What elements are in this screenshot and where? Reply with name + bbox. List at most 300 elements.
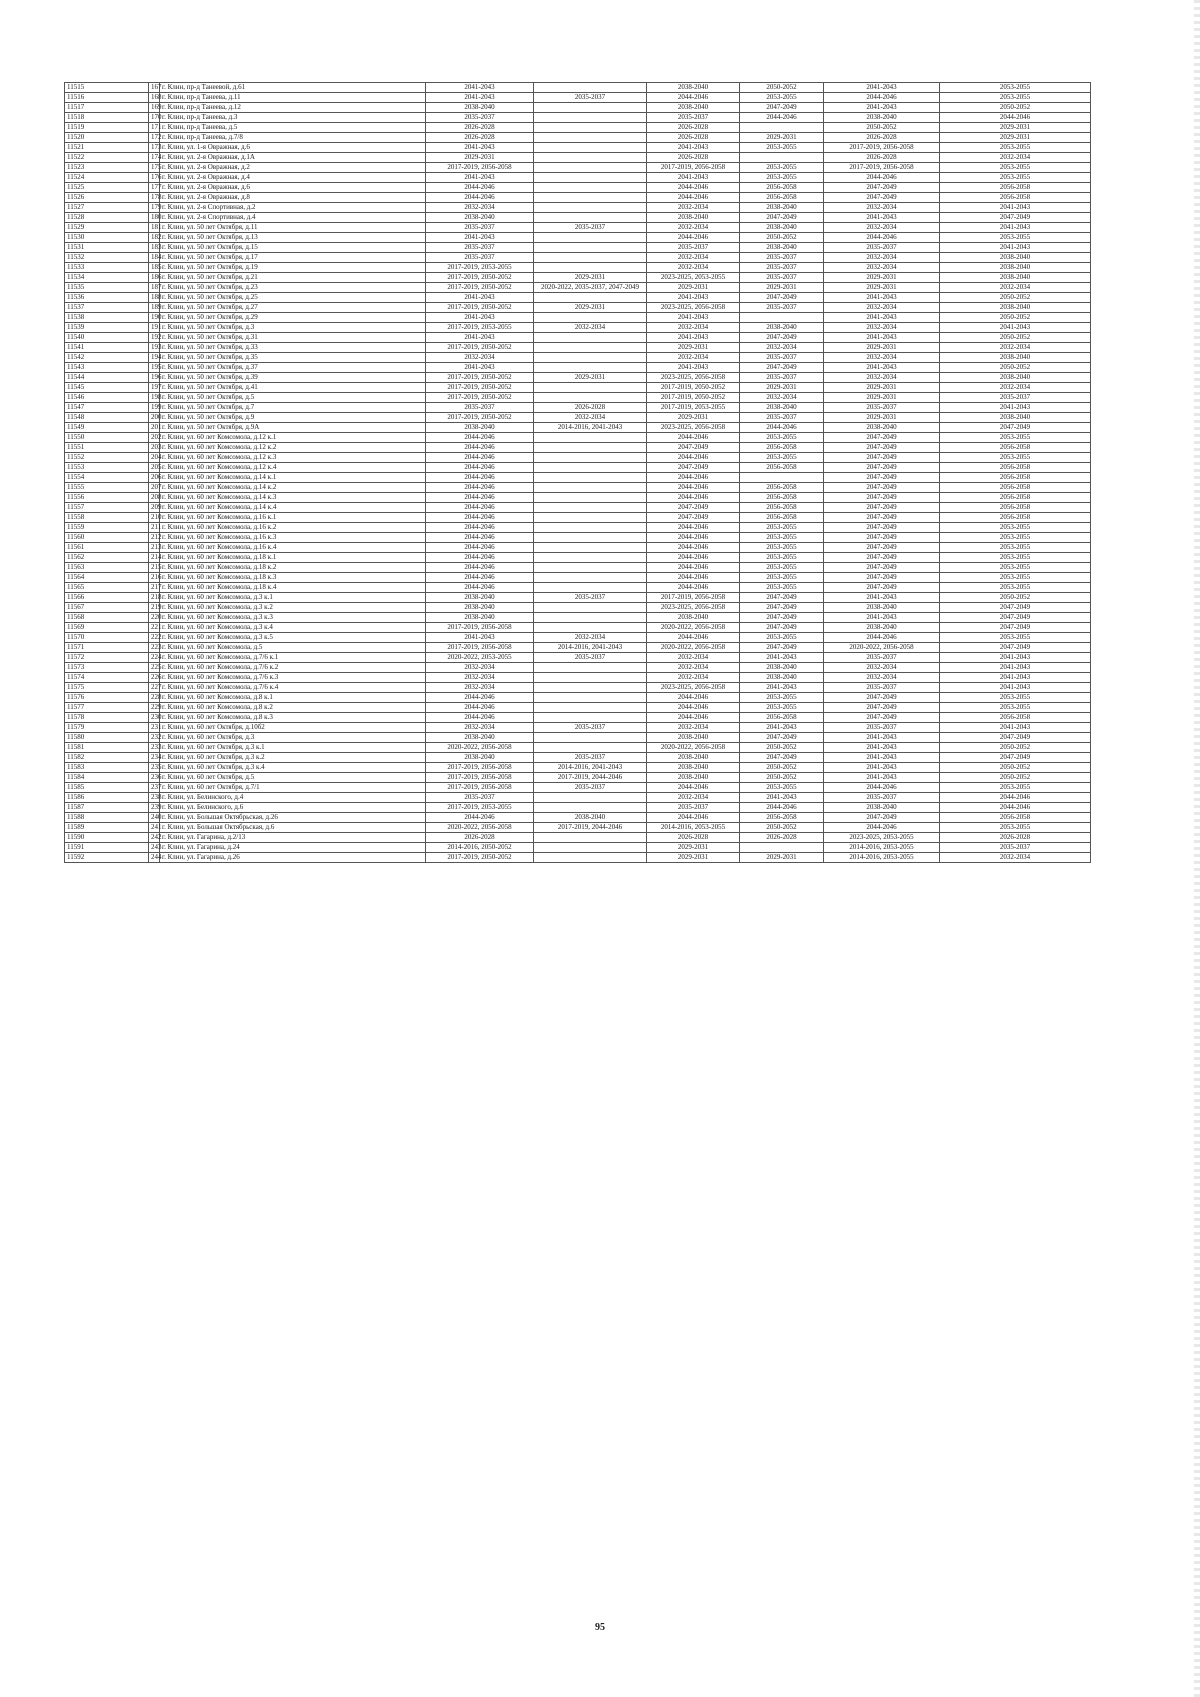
table-cell: 2056-2058 <box>740 503 824 513</box>
table-cell <box>534 233 647 243</box>
table-cell: 11521 <box>65 143 149 153</box>
table-cell: 11530 <box>65 233 149 243</box>
table-cell: 2038-2040 <box>940 273 1091 283</box>
table-cell: 2029-2031 <box>647 843 740 853</box>
table-cell: 2044-2046 <box>647 183 740 193</box>
table-cell: 2041-2043 <box>940 683 1091 693</box>
table-cell: г. Клин, пр-д Танеева, д.5 <box>160 123 426 133</box>
table-cell: 2044-2046 <box>647 573 740 583</box>
table-cell: 194 <box>149 353 160 363</box>
table-cell: 11566 <box>65 593 149 603</box>
table-cell: г. Клин, ул. 60 лет Комсомола, д.3 к.4 <box>160 623 426 633</box>
table-cell: 2032-2034 <box>647 793 740 803</box>
table-cell: 2053-2055 <box>940 703 1091 713</box>
table-cell: 11584 <box>65 773 149 783</box>
table-cell: 184 <box>149 253 160 263</box>
table-cell: 2053-2055 <box>940 83 1091 93</box>
table-cell: 2047-2049 <box>940 213 1091 223</box>
table-cell: 2044-2046 <box>824 93 940 103</box>
table-cell: г. Клин, ул. Белинского, д.6 <box>160 803 426 813</box>
table-row <box>65 813 1091 823</box>
table-row <box>65 233 1091 243</box>
table-cell: 11585 <box>65 783 149 793</box>
table-cell: г. Клин, ул. 60 лет Комсомола, д.3 к.5 <box>160 633 426 643</box>
table-cell: г. Клин, ул. 50 лет Октября, д.3 <box>160 323 426 333</box>
table-cell: 2056-2058 <box>940 443 1091 453</box>
table-cell: 2047-2049 <box>740 363 824 373</box>
table-row <box>65 723 1091 733</box>
table-cell: 2041-2043 <box>740 793 824 803</box>
table-cell: 2047-2049 <box>824 513 940 523</box>
table-cell: 2056-2058 <box>740 813 824 823</box>
table-cell <box>534 613 647 623</box>
table-cell: 170 <box>149 113 160 123</box>
table-row <box>65 743 1091 753</box>
table-cell: 2044-2046 <box>426 513 534 523</box>
table-cell: 2029-2031 <box>740 853 824 863</box>
table-cell: г. Клин, ул. 50 лет Октября, д.23 <box>160 283 426 293</box>
table-cell: 226 <box>149 673 160 683</box>
table-cell: 2017-2019, 2050-2052 <box>426 283 534 293</box>
table-row <box>65 213 1091 223</box>
table-cell <box>534 663 647 673</box>
table-cell: 2047-2049 <box>740 613 824 623</box>
table-cell <box>740 473 824 483</box>
table-cell: 171 <box>149 123 160 133</box>
table-cell: 217 <box>149 583 160 593</box>
table-cell: 2017-2019, 2044-2046 <box>534 823 647 833</box>
table-cell: 2029-2031 <box>534 273 647 283</box>
table-cell: 11543 <box>65 363 149 373</box>
table-cell: 2044-2046 <box>740 803 824 813</box>
table-row <box>65 353 1091 363</box>
table-cell: 230 <box>149 713 160 723</box>
table-cell <box>534 623 647 633</box>
table-cell: 2029-2031 <box>824 343 940 353</box>
table-cell: 2044-2046 <box>647 543 740 553</box>
table-cell: 2050-2052 <box>940 333 1091 343</box>
table-cell: 2056-2058 <box>940 463 1091 473</box>
table-cell: 208 <box>149 493 160 503</box>
table-cell: г. Клин, ул. 50 лет Октября, д.9А <box>160 423 426 433</box>
table-cell: 2050-2052 <box>940 593 1091 603</box>
table-cell: 11561 <box>65 543 149 553</box>
table-cell: 2056-2058 <box>740 513 824 523</box>
table-cell: 2038-2040 <box>647 83 740 93</box>
table-cell: 2026-2028 <box>824 133 940 143</box>
table-cell: 2053-2055 <box>740 143 824 153</box>
table-row <box>65 563 1091 573</box>
table-cell: 2035-2037 <box>647 803 740 813</box>
table-cell <box>534 103 647 113</box>
table-cell: 2032-2034 <box>647 203 740 213</box>
table-cell: 2029-2031 <box>426 153 534 163</box>
table-cell: 11529 <box>65 223 149 233</box>
table-cell: 11522 <box>65 153 149 163</box>
table-row <box>65 343 1091 353</box>
table-cell: г. Клин, ул. Большая Октябрьская, д.26 <box>160 813 426 823</box>
table-cell: 11570 <box>65 633 149 643</box>
table-cell: 11571 <box>65 643 149 653</box>
table-cell: 2038-2040 <box>824 803 940 813</box>
table-cell <box>534 503 647 513</box>
table-cell: 2038-2040 <box>740 243 824 253</box>
table-cell: 11569 <box>65 623 149 633</box>
table-cell: 2038-2040 <box>426 593 534 603</box>
table-cell: 11582 <box>65 753 149 763</box>
table-cell: 2053-2055 <box>740 93 824 103</box>
table-cell: 2056-2058 <box>740 183 824 193</box>
table-cell: 2047-2049 <box>824 713 940 723</box>
table-cell: 2050-2052 <box>940 363 1091 373</box>
table-cell: 2047-2049 <box>824 553 940 563</box>
table-row <box>65 223 1091 233</box>
table-cell: 11538 <box>65 313 149 323</box>
table-cell: 2053-2055 <box>940 143 1091 153</box>
table-cell: 2044-2046 <box>426 553 534 563</box>
table-row <box>65 143 1091 153</box>
table-cell <box>534 603 647 613</box>
table-cell: 2038-2040 <box>824 113 940 123</box>
table-row <box>65 443 1091 453</box>
table-cell: 11573 <box>65 663 149 673</box>
table-cell: 2053-2055 <box>940 433 1091 443</box>
table-cell: 2035-2037 <box>426 253 534 263</box>
table-cell: г. Клин, ул. 50 лет Октября, д.5 <box>160 393 426 403</box>
table-row <box>65 643 1091 653</box>
table-cell <box>534 263 647 273</box>
table-cell: 2041-2043 <box>824 293 940 303</box>
table-cell: 214 <box>149 553 160 563</box>
table-cell: 2032-2034 <box>534 323 647 333</box>
table-cell: 2029-2031 <box>824 393 940 403</box>
table-cell: 2038-2040 <box>647 733 740 743</box>
table-cell: 2032-2034 <box>426 683 534 693</box>
table-cell: 11519 <box>65 123 149 133</box>
table-cell: 2047-2049 <box>940 623 1091 633</box>
table-cell: 2044-2046 <box>647 703 740 713</box>
table-cell: 2029-2031 <box>824 413 940 423</box>
table-cell: 2038-2040 <box>647 213 740 223</box>
table-cell: 2044-2046 <box>824 173 940 183</box>
table-cell: 2047-2049 <box>940 603 1091 613</box>
table-cell: 11575 <box>65 683 149 693</box>
table-cell: 2038-2040 <box>940 253 1091 263</box>
table-row <box>65 493 1091 503</box>
table-cell: г. Клин, ул. 60 лет Комсомола, д.12 к.2 <box>160 443 426 453</box>
table-cell: 2038-2040 <box>426 613 534 623</box>
table-cell: 2017-2019, 2044-2046 <box>534 773 647 783</box>
table-cell: 2047-2049 <box>824 693 940 703</box>
table-cell: 2029-2031 <box>534 303 647 313</box>
table-cell: 2053-2055 <box>740 563 824 573</box>
table-cell: 2053-2055 <box>940 783 1091 793</box>
table-cell: 11563 <box>65 563 149 573</box>
table-cell: 2050-2052 <box>740 743 824 753</box>
table-cell <box>534 113 647 123</box>
table-cell: 2017-2019, 2053-2055 <box>426 323 534 333</box>
table-cell: 205 <box>149 463 160 473</box>
table-cell: 2047-2049 <box>824 703 940 713</box>
table-cell: 241 <box>149 823 160 833</box>
table-cell: 2017-2019, 2056-2058 <box>647 163 740 173</box>
table-cell: 11556 <box>65 493 149 503</box>
table-cell: 11534 <box>65 273 149 283</box>
table-cell <box>534 213 647 223</box>
table-cell: 2038-2040 <box>824 623 940 633</box>
table-cell: 2053-2055 <box>940 633 1091 643</box>
table-cell <box>534 183 647 193</box>
table-cell: 2053-2055 <box>940 233 1091 243</box>
table-cell: 2014-2016, 2041-2043 <box>534 643 647 653</box>
table-cell: г. Клин, ул. 50 лет Октября, д.31 <box>160 333 426 343</box>
table-cell: 2047-2049 <box>824 533 940 543</box>
table-cell: 2050-2052 <box>940 293 1091 303</box>
table-cell: 2014-2016, 2053-2055 <box>647 823 740 833</box>
table-cell: 2050-2052 <box>740 823 824 833</box>
table-cell: 2029-2031 <box>647 283 740 293</box>
table-cell: г. Клин, ул. 2-я Спортивная, д.4 <box>160 213 426 223</box>
table-cell: 219 <box>149 603 160 613</box>
table-row <box>65 693 1091 703</box>
table-cell: 237 <box>149 783 160 793</box>
table-cell: 2020-2022, 2056-2058 <box>647 623 740 633</box>
table-cell: 2053-2055 <box>740 783 824 793</box>
table-row <box>65 503 1091 513</box>
table-cell: 2026-2028 <box>426 133 534 143</box>
table-cell: 2017-2019, 2056-2058 <box>426 163 534 173</box>
table-cell: г. Клин, ул. 60 лет Комсомола, д.3 к.3 <box>160 613 426 623</box>
table-cell: 2035-2037 <box>426 223 534 233</box>
table-cell <box>534 243 647 253</box>
table-row <box>65 553 1091 563</box>
table-cell: 2047-2049 <box>647 463 740 473</box>
table-cell: 2020-2022, 2056-2058 <box>647 743 740 753</box>
table-cell: 2047-2049 <box>740 103 824 113</box>
table-cell: 11558 <box>65 513 149 523</box>
table-row <box>65 373 1091 383</box>
table-cell: 2041-2043 <box>426 83 534 93</box>
table-cell: г. Клин, ул. 60 лет Октября, д.10б2 <box>160 723 426 733</box>
table-cell: г. Клин, ул. 2-я Овражная, д.8 <box>160 193 426 203</box>
table-cell: 2020-2022, 2056-2058 <box>426 743 534 753</box>
table-cell: 2035-2037 <box>824 723 940 733</box>
table-cell: 236 <box>149 773 160 783</box>
table-cell: 2041-2043 <box>824 83 940 93</box>
table-cell: 2029-2031 <box>647 413 740 423</box>
table-cell: г. Клин, ул. 60 лет Комсомола, д.16 к.4 <box>160 543 426 553</box>
table-cell: 2047-2049 <box>824 493 940 503</box>
table-row <box>65 803 1091 813</box>
table-cell: 2047-2049 <box>824 463 940 473</box>
table-row <box>65 263 1091 273</box>
table-cell: 2044-2046 <box>647 523 740 533</box>
table-cell <box>534 543 647 553</box>
table-cell <box>534 733 647 743</box>
table-cell: 2044-2046 <box>647 563 740 573</box>
table-cell: 2026-2028 <box>426 123 534 133</box>
table-cell: г. Клин, пр-д Танеевой, д.61 <box>160 83 426 93</box>
table-cell: 2035-2037 <box>534 223 647 233</box>
table-cell: 176 <box>149 173 160 183</box>
table-cell: г. Клин, ул. 60 лет Комсомола, д.16 к.1 <box>160 513 426 523</box>
table-cell: 2035-2037 <box>426 403 534 413</box>
table-cell: 2020-2022, 2056-2058 <box>647 643 740 653</box>
table-cell: 2032-2034 <box>824 673 940 683</box>
table-cell: 2047-2049 <box>740 733 824 743</box>
table-cell: 2038-2040 <box>940 263 1091 273</box>
table-cell: 11527 <box>65 203 149 213</box>
table-cell <box>534 253 647 263</box>
table-cell <box>534 713 647 723</box>
table-cell: 2041-2043 <box>824 363 940 373</box>
table-cell: 11516 <box>65 93 149 103</box>
table-cell: 2047-2049 <box>940 613 1091 623</box>
table-cell <box>534 833 647 843</box>
table-row <box>65 253 1091 263</box>
table-cell: 2044-2046 <box>426 463 534 473</box>
table-cell: 2047-2049 <box>740 593 824 603</box>
table-cell: 2035-2037 <box>740 373 824 383</box>
table-cell: 2038-2040 <box>824 423 940 433</box>
table-cell: 11525 <box>65 183 149 193</box>
table-cell: 2056-2058 <box>940 813 1091 823</box>
page-number: 95 <box>595 1622 605 1633</box>
table-cell: г. Клин, ул. 60 лет Октября, д.3 к.2 <box>160 753 426 763</box>
table-cell: 2041-2043 <box>824 333 940 343</box>
table-cell: 206 <box>149 473 160 483</box>
table-row <box>65 173 1091 183</box>
table-cell: 2038-2040 <box>534 813 647 823</box>
table-cell <box>534 343 647 353</box>
table-cell: 2041-2043 <box>647 363 740 373</box>
table-cell: 234 <box>149 753 160 763</box>
table-cell: 2017-2019, 2056-2058 <box>426 643 534 653</box>
table-cell <box>740 313 824 323</box>
table-cell: 2050-2052 <box>940 103 1091 113</box>
table-cell: 196 <box>149 373 160 383</box>
table-row <box>65 833 1091 843</box>
table-cell: 2032-2034 <box>534 413 647 423</box>
table-cell: 2017-2019, 2050-2052 <box>426 303 534 313</box>
table-cell: г. Клин, ул. Большая Октябрьская, д.6 <box>160 823 426 833</box>
table-cell: 2044-2046 <box>426 693 534 703</box>
table-cell <box>534 333 647 343</box>
table-row <box>65 103 1091 113</box>
table-cell: 235 <box>149 763 160 773</box>
table-row <box>65 323 1091 333</box>
table-cell: 2053-2055 <box>940 93 1091 103</box>
table-cell: 2035-2037 <box>824 683 940 693</box>
table-cell: 2032-2034 <box>940 153 1091 163</box>
table-cell: г. Клин, ул. 60 лет Комсомола, д.8 к.2 <box>160 703 426 713</box>
table-cell: 2038-2040 <box>824 603 940 613</box>
table-row <box>65 83 1091 93</box>
table-cell: 2035-2037 <box>647 243 740 253</box>
table-cell: 2044-2046 <box>426 573 534 583</box>
table-cell: 2053-2055 <box>740 553 824 563</box>
table-cell: г. Клин, ул. 2-я Овражная, д.1А <box>160 153 426 163</box>
table-cell: 2047-2049 <box>824 183 940 193</box>
table-cell: 203 <box>149 443 160 453</box>
table-cell: 11542 <box>65 353 149 363</box>
table-cell: 2038-2040 <box>940 413 1091 423</box>
table-cell: г. Клин, ул. 60 лет Комсомола, д.14 к.1 <box>160 473 426 483</box>
table-cell: 2035-2037 <box>940 393 1091 403</box>
table-cell: 223 <box>149 643 160 653</box>
table-cell: 2026-2028 <box>426 833 534 843</box>
table-cell: 2017-2019, 2050-2052 <box>426 373 534 383</box>
table-cell: 2038-2040 <box>940 303 1091 313</box>
table-cell: 2026-2028 <box>647 153 740 163</box>
table-cell: 2044-2046 <box>426 543 534 553</box>
table-cell: г. Клин, ул. Гагарина, д.2/13 <box>160 833 426 843</box>
table-cell: г. Клин, пр-д Танеева, д.11 <box>160 93 426 103</box>
table-row <box>65 393 1091 403</box>
table-cell: 2044-2046 <box>940 793 1091 803</box>
table-cell: 2041-2043 <box>426 293 534 303</box>
table-row <box>65 423 1091 433</box>
table-cell <box>534 553 647 563</box>
table-cell: 11554 <box>65 473 149 483</box>
table-row <box>65 853 1091 863</box>
table-cell <box>534 83 647 93</box>
table-cell: 2041-2043 <box>824 743 940 753</box>
table-cell: 2047-2049 <box>824 433 940 443</box>
table-cell: 2053-2055 <box>740 163 824 173</box>
table-cell: 2044-2046 <box>824 783 940 793</box>
table-cell: 2047-2049 <box>940 733 1091 743</box>
table-cell: 2032-2034 <box>647 663 740 673</box>
table-cell: 183 <box>149 243 160 253</box>
table-cell <box>534 123 647 133</box>
table-cell: 11572 <box>65 653 149 663</box>
table-cell: 181 <box>149 223 160 233</box>
table-cell: 243 <box>149 843 160 853</box>
table-cell: 2035-2037 <box>647 113 740 123</box>
table-cell: 175 <box>149 163 160 173</box>
table-cell: 2047-2049 <box>940 643 1091 653</box>
table-cell: 11567 <box>65 603 149 613</box>
table-cell: 2035-2037 <box>740 263 824 273</box>
table-cell: 2047-2049 <box>647 503 740 513</box>
table-cell: 177 <box>149 183 160 193</box>
table-cell: 2017-2019, 2056-2058 <box>426 783 534 793</box>
table-cell: 2017-2019, 2050-2052 <box>647 383 740 393</box>
table-cell: 190 <box>149 313 160 323</box>
table-cell: 2023-2025, 2056-2058 <box>647 683 740 693</box>
table-cell: 2035-2037 <box>824 653 940 663</box>
table-cell: 2047-2049 <box>647 513 740 523</box>
table-cell: 2041-2043 <box>647 293 740 303</box>
table-cell <box>534 363 647 373</box>
table-cell: 2029-2031 <box>824 283 940 293</box>
table-cell: 2035-2037 <box>426 793 534 803</box>
table-cell: 2017-2019, 2056-2058 <box>426 773 534 783</box>
table-cell: 2056-2058 <box>940 493 1091 503</box>
table-cell: 2032-2034 <box>647 673 740 683</box>
table-row <box>65 193 1091 203</box>
table-cell: 2035-2037 <box>940 843 1091 853</box>
table-cell: 2029-2031 <box>940 123 1091 133</box>
table-cell: 2017-2019, 2050-2052 <box>426 343 534 353</box>
table-cell: г. Клин, ул. 60 лет Комсомола, д.12 к.3 <box>160 453 426 463</box>
table-cell: 2044-2046 <box>426 493 534 503</box>
table-cell: г. Клин, ул. 60 лет Комсомола, д.7/6 к.1 <box>160 653 426 663</box>
table-cell <box>534 153 647 163</box>
table-cell: 11555 <box>65 483 149 493</box>
table-cell: г. Клин, ул. 60 лет Комсомола, д.18 к.4 <box>160 583 426 593</box>
